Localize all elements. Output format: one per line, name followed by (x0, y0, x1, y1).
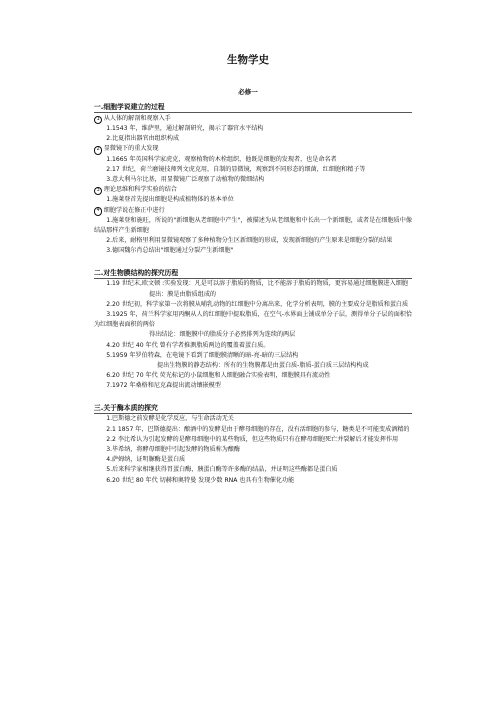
line-text: 4.萨姆纳，证明脲酶是蛋白质 (106, 456, 186, 464)
section-heading: 二.对生物膜结构的探究历程 (94, 268, 179, 277)
line-text: 1.19 世纪末,欧文顿 :实验发现：凡是可以溶于脂质的物质，比不能溶于脂质的物质，更容易通过细胞膜进入细胞 (106, 280, 408, 288)
line-text: 3.毕希纳，将酵母细胞中引起发酵的物质称为酿酶 (106, 446, 240, 454)
line-text: 2.比夏指出器官由组织构成 (106, 135, 180, 143)
document-title: 生物学史 (227, 54, 269, 66)
line-text: 7.1972 年桑格和尼克森提出流动镶嵌模型 (106, 382, 221, 390)
line-text: 1.施莱登首先提出细胞是构成植物体的基本单位 (106, 196, 234, 204)
sub-heading (94, 144, 412, 154)
paragraph (94, 175, 412, 185)
paragraph (94, 279, 412, 289)
paragraph (94, 361, 412, 371)
line-text: 理论思维和科学实验的结合 (103, 186, 177, 194)
paragraph (94, 330, 412, 340)
line-text: 提出生物膜的静态结构：所有的生物膜都是由蛋白质-脂质-蛋白质三层结构构成 (157, 362, 369, 370)
paragraph (94, 246, 412, 256)
sub-heading (94, 114, 412, 124)
paragraph (94, 381, 412, 391)
line-text: 1.巴斯德之前发酵是化学反应，与生命活动无关 (106, 415, 234, 423)
section-heading: 三.关于酶本质的探究 (94, 403, 158, 412)
line-text: 3.德国魏尔肖总结出"细胞通过分裂产生新细胞" (106, 247, 234, 255)
section (94, 268, 412, 392)
paragraph (94, 445, 412, 455)
sub-heading (94, 185, 412, 195)
line-text: 4.20 世纪 40 年代 曾有学者推测脂质两边的覆盖着蛋白质。 (106, 341, 270, 349)
paragraph (94, 300, 412, 310)
paragraph (94, 455, 412, 465)
document-subtitle: 必修一 (238, 88, 258, 96)
line-text: 1.施莱登和施旺，所说的"新细胞从老细胞中产生"，被描述为从老细胞和中长出一个新细胞，或者是在细胞质中像结晶那样产生新细胞 (94, 216, 412, 235)
line-text: 6.20 世纪 70 年代 荧光标记的小鼠细胞和人细胞融合实验表明，细胞膜具有流动性 (106, 372, 331, 380)
circled-number: 1 (94, 116, 102, 124)
paragraph (94, 425, 412, 435)
section (94, 102, 412, 257)
line-text: 1.1543 年，维萨里，通过解剖研究，揭示了器官水平结构 (106, 125, 264, 132)
line-text: 2.2 李比希认为引起发酵的是酵母细胞中的某些物质，但这些物质只有在酵母细胞死亡并裂解后才能发挥作用 (106, 435, 399, 443)
circled-number: 2 (94, 146, 102, 154)
paragraph (94, 290, 412, 300)
circled-number: 4 (94, 207, 102, 215)
line-text: 得出结论：细胞膜中的脂质分子必然排列为连续的两层 (149, 331, 296, 339)
paragraph (94, 155, 412, 165)
paragraph (94, 435, 412, 445)
line-text: 从人体的解剖和观察入手 (103, 114, 171, 122)
paragraph (94, 341, 412, 351)
paragraph (94, 414, 412, 424)
line-text: 2.20 世纪初，科学家第一次将膜从哺乳动物的红细胞中分离出来，化学分析表明，膜的主要成分是脂质和蛋白质 (106, 300, 409, 308)
paragraph (94, 165, 412, 175)
line-text: 3.1925 年，荷兰科学家用丙酮从人的红细胞中提取脂质，在空气-水界面上铺成单分子层，测得单分子层的面积恰为红细胞表面积的两倍 (94, 311, 412, 329)
line-text: 2.后来，耐格里利用显微镜观察了多种植物分生区新细胞的形成，发现新细胞的产生原来是细胞分裂的结果 (106, 237, 393, 245)
paragraph (94, 134, 412, 144)
line-text: 2.17 世纪，荷兰磨镜技师列文虎克用，自制的显微镜，观察到不同形态的细菌，红细胞和精子等 (106, 165, 366, 173)
sub-heading (94, 206, 412, 216)
paragraph (94, 124, 412, 134)
section-heading: 一.细胞学说建立的过程 (94, 103, 165, 111)
circled-number: 3 (94, 187, 102, 195)
line-text: 5.1959 年罗伯特森，在电镜下看到了细胞膜清晰的暗-亮-暗的三层结构 (106, 351, 299, 359)
line-text: 显微镜下的重大发现 (103, 145, 159, 153)
line-text: 细胞学说在修正中进行 (103, 206, 165, 214)
paragraph (94, 236, 412, 246)
paragraph (94, 465, 412, 475)
paragraph (94, 371, 412, 381)
paragraph (94, 310, 412, 330)
paragraph (94, 216, 412, 236)
line-text: 1.1665 年英国科学家虎克，观察植物的木栓组织，他既是细胞的发现者，也是命名者 (106, 155, 337, 163)
paragraph (94, 351, 412, 361)
line-text: 3.意大利马尔比基，用显微镜广泛观察了动植物的微细结构 (106, 176, 265, 184)
paragraph (94, 476, 412, 486)
line-text: 5.后来科学家相继获得胃蛋白酶，胰蛋白酶等许多酶的结晶，并证明这些酶都是蛋白质 (106, 466, 338, 474)
section (94, 403, 412, 486)
line-text: 提出：膜是由脂质组成的 (149, 290, 217, 298)
line-text: 6.20 世纪 80 年代 切赫和奥特曼 发现少数 RNA 也具有生物催化功能 (106, 476, 295, 484)
paragraph (94, 195, 412, 205)
document-body (94, 102, 412, 486)
line-text: 2.1 1857 年，巴斯德提出：酿酒中的发酵是由于酵母细胞的存在，没有活细胞的参与，糖类是不可能变成酒精的 (106, 425, 410, 433)
